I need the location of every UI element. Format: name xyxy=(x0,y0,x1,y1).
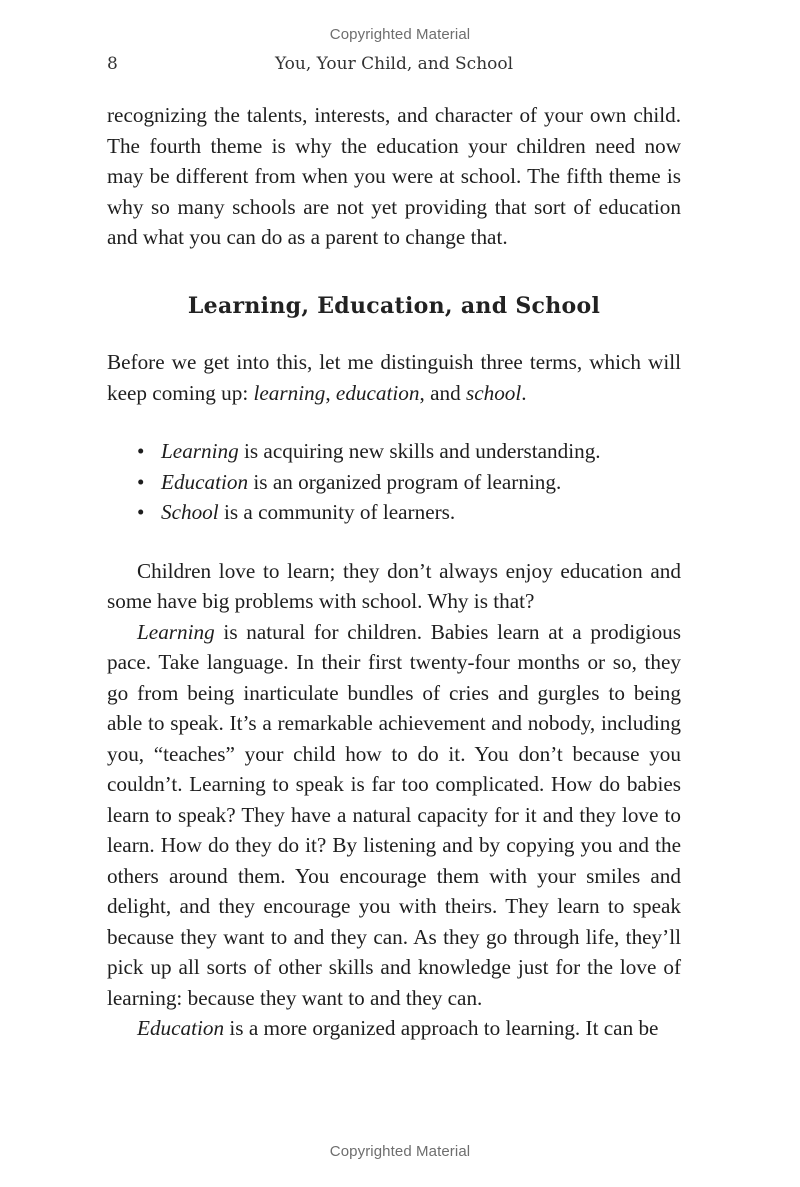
copyright-watermark-bottom: Copyrighted Material xyxy=(329,1143,471,1160)
separator: , xyxy=(325,380,336,405)
definition-text: is acquiring new skills and understanding. xyxy=(238,439,601,463)
definition-term: School xyxy=(161,500,219,524)
period: . xyxy=(521,380,527,405)
running-title: You, Your Child, and School xyxy=(274,54,514,74)
definition-term: Education xyxy=(161,469,249,494)
copyright-watermark-top: Copyrighted Material xyxy=(329,26,471,43)
separator: , and xyxy=(419,380,466,405)
running-head xyxy=(107,54,681,80)
term-school: school xyxy=(465,380,522,405)
page-number: 8 xyxy=(107,54,118,74)
terms-lead: Before we get into this, let me distinguish three terms, which will keep coming up: xyxy=(107,350,681,405)
definitions-list xyxy=(107,436,681,528)
learning-paragraph xyxy=(107,617,681,1014)
definition-text: is an organized program of learning. xyxy=(248,469,562,494)
definition-text: is a community of learners. xyxy=(218,500,456,524)
section-heading: Learning, Education, and School xyxy=(187,292,601,319)
paragraph-term: Learning xyxy=(137,619,215,644)
paragraph-text: is natural for children. Babies learn at a prodigious pace. Take language. In their first twenty-four months or so, they go from being inarticulate bundles of cries and gurgles to being able to speak. It’s a remarkable achievement and nobody, including you, “teaches” your child how to do it. You don’t because you couldn’t. Learning to speak is far too complicated. How do babies learn to speak? They have a natural capacity for it and they love to learn. How do they do it? By listening and by copying you and the others around them. You encourage them with your smiles and delight, and they encourage you with theirs. They learn to speak because they want to and they can. As they go through life, they’ll pick up all sorts of other skills and knowledge just for the love of learning: because they want to and they can. xyxy=(107,619,681,1010)
list-item xyxy=(137,436,681,467)
intro-paragraph: recognizing the talents, interests, and character of your own child. The fourth theme is why the education your children need now may be different from when you were at school. The fifth theme is why so many schools are not yet providing that sort of education and what you can do as a parent to change that. xyxy=(107,103,681,249)
definition-term: Learning xyxy=(161,439,239,463)
page-body xyxy=(107,100,681,1044)
bullet-icon: • xyxy=(137,469,145,494)
paragraph-term: Education xyxy=(137,1016,225,1040)
bullet-icon: • xyxy=(137,439,145,463)
terms-paragraph xyxy=(107,347,681,408)
paragraph-text: is a more organized approach to learning. It can be xyxy=(224,1016,659,1040)
list-item xyxy=(137,497,681,528)
children-paragraph: Children love to learn; they don’t always enjoy education and some have big problems with school. Why is that? xyxy=(107,558,681,613)
term-learning: learning xyxy=(253,380,326,405)
education-paragraph xyxy=(107,1013,681,1044)
term-education: education xyxy=(335,380,420,405)
bullet-icon: • xyxy=(137,500,145,524)
list-item xyxy=(137,467,681,498)
